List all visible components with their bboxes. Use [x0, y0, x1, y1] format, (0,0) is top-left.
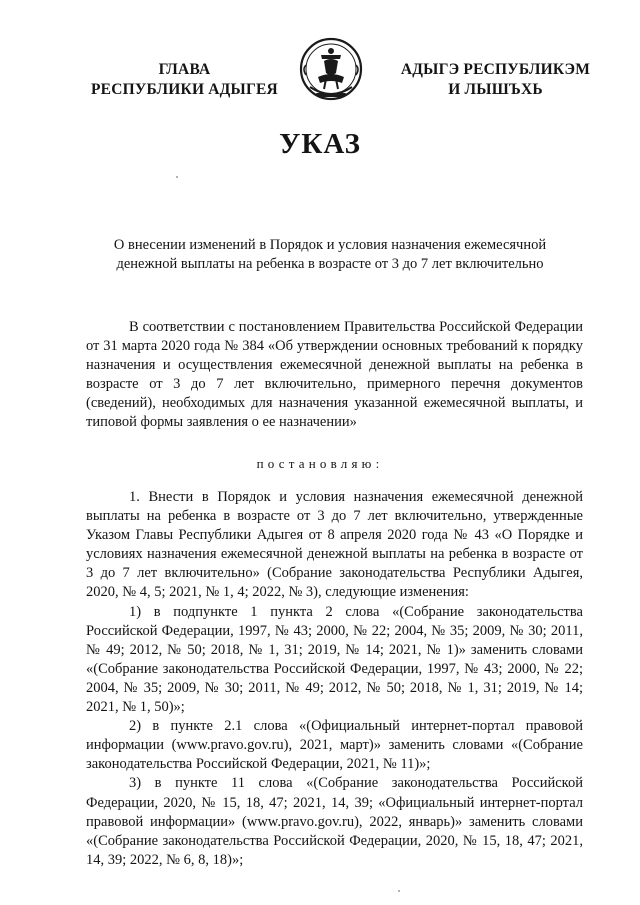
header-right-line1: АДЫГЭ РЕСПУБЛИКЭМ [400, 61, 591, 78]
preamble [86, 318, 583, 433]
decree-word: постановляю: [256, 456, 384, 471]
coat-of-arms-emblem-icon [296, 35, 366, 107]
document-subject: О внесении изменений в Порядок и условия назначения ежемесячной денежной выплаты на ребенка в возрасте от 3 до 7 лет включительно [113, 237, 547, 272]
paragraph-1: 1. Внести в Порядок и условия назначения ежемесячной денежной выплаты на ребенка в возрасте от 3 до 7 лет включительно, утвержденные Указом Главы Республики Адыгея от 8 апреля 2020 года № 43 «О Порядке и условиях назначения ежемесячной денежной выплаты на ребенка в возрасте от 3 до 7 лет включительно» (Собрание законодательства Республики Адыгея, 2020, № 4, 5; 2021, № 1, 4; 2022, № 3), следующие изменения: [86, 489, 583, 601]
scan-speck [398, 890, 400, 892]
document-title: УКАЗ [279, 128, 361, 160]
header-left-line1: ГЛАВА [158, 61, 211, 78]
paragraph-1-1: 1) в подпункте 1 пункта 2 слова «(Собрание законодательства Российской Федерации, 1997, № 43; 2000, № 22; 2004, № 35; 2009, № 30; 2011, № 49; 2012, № 50; 2018, № 1, 31; 2019, № 14; 2021, № 1)» заменить словами «(Собрание законодательства Российской Федерации, 1997, № 43; 2000, № 22; 2004, № 35; 2009, № 30; 2011, № 49; 2012, № 50; 2018, № 1, 31; 2019, № 14; 2021, № 1, 50)»; [86, 603, 583, 716]
header-left [82, 60, 287, 100]
paragraph-1-2: 2) в пункте 2.1 слова «(Официальный интернет-портал правовой информации (www.pravo.gov.ru), 2021, март)» заменить словами «(Собрание законодательства Российской Федерации, 2021, № 11)»; [86, 718, 583, 773]
paragraph-1-3: 3) в пункте 11 слова «(Собрание законодательства Российской Федерации, 2020, № 15, 18, 47; 2021, 14, 39; «Официальный интернет-портал правовой информации» (www.pravo.gov.ru), 2022, январь)» заменить словами «(Собрание законодательства Российской Федерации, 2020, № 15, 18, 47; 2021, 14, 39; 2022, № 6, 8, 18)»; [86, 775, 583, 868]
header-left-line2: РЕСПУБЛИКИ АДЫГЕЯ [91, 81, 278, 98]
preamble-text: В соответствии с постановлением Правительства Российской Федерации от 31 марта 2020 года № 384 «Об утверждении основных требований к порядку назначения и осуществления ежемесячной денежной выплаты на ребенка в возрасте от 3 до 7 лет включительно, примерного перечня документов (сведений), необходимых для назначения указанной ежемесячной выплаты, и типовой формы заявления о ее назначении» [86, 319, 583, 431]
document-body [86, 488, 583, 870]
header-right-line2: И ЛЫШЪХЬ [448, 81, 543, 98]
header-right [393, 60, 598, 100]
scan-speck [176, 176, 178, 178]
